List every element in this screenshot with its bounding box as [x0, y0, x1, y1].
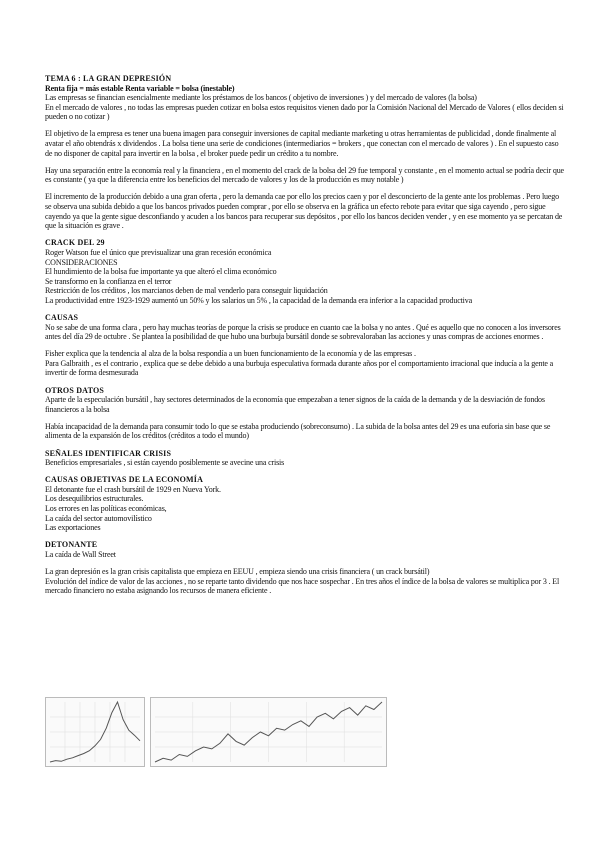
- list-item: Las exportaciones: [45, 523, 101, 533]
- page-title: TEMA 6 : LA GRAN DEPRESIÓN: [45, 74, 172, 83]
- senales-paragraph: Beneficios empresariales , si están cayendo posiblemente se avecine una crisis: [45, 458, 285, 468]
- document-page: [45, 72, 565, 596]
- otros-paragraph: Aparte de la especulación bursátil , hay sectores determinados de la economía que empezaban a tener signos de la caída de la demanda y de la desviación de fondos financieros a la bolsa: [45, 395, 545, 414]
- detonante-paragraph: Evolución del índice de valor de las acciones , no se reparte tanto dividendo que nos hace sospechar . En tres años el índice de la bolsa de valores se multiplica por 3 . El mercado financiero no estaba asignando los recursos de manera eficiente .: [45, 576, 560, 596]
- section-heading-causas: CAUSAS: [45, 312, 79, 322]
- intro-paragraph: El incremento de la producción debido a una gran oferta , pero la demanda cae por ello los precios caen y por el desconcierto de la gente ante los problemas . Pero luego se observa una subida debido a que los bancos privados pueden comprar , por ello se observa en la gráfica un efecto rebote para evitar que siga cayendo , pero sigue cayendo ya que la gente sigue desconfiando y acuden a los bancos para recuperar sus depósitos , por ello los bancos deciden vender , y en ese momento ya se percatan de que la situación es grave .: [45, 192, 563, 231]
- section-heading-otros: OTROS DATOS: [45, 385, 105, 395]
- intro-paragraph: El objetivo de la empresa es tener una buena imagen para conseguir inversiones de capital mediante marketing u otras herramientas de publicidad , donde finalmente al avatar el año obtendrás x dividendos . La bolsa tiene una serie de condiciones (intermediarios = brokers , que conectan con el mercado de valores ) . En el supuesto caso de no disponer de capital para invertir en la bolsa , el broker puede pedir un crédito a tu nombre.: [45, 129, 559, 158]
- list-item: La caída del sector automovilístico: [45, 513, 152, 523]
- stock-index-chart-1: [45, 697, 145, 767]
- causas-paragraph: Fisher explica que la tendencia al alza de la bolsa respondía a un buen funcionamiento de la economía y de las empresas .: [45, 349, 416, 359]
- page-subtitle: Renta fija = más estable Renta variable = bolsa (inestable): [45, 83, 235, 93]
- list-item: Los errores en las políticas económicas,: [45, 503, 167, 513]
- section-heading-detonante: DETONANTE: [45, 540, 98, 550]
- detonante-paragraph: La gran depresión es la gran crisis capitalista que empieza en EEUU , empieza siendo una crisis financiera ( un crack bursátil): [45, 566, 430, 576]
- crack-line: Roger Watson fue el único que previsualizar una gran recesión económica: [45, 247, 272, 257]
- list-item: El hundimiento de la bolsa fue importante ya que alteró el clima económico: [45, 267, 277, 277]
- considerations-label: CONSIDERACIONES: [45, 257, 118, 267]
- stock-index-chart-2: [150, 697, 387, 767]
- causas-paragraph: No se sabe de una forma clara , pero hay muchas teorías de porque la crisis se produce en cuanto cae la bolsa y no antes . Qué es aquello que no conocen a los inversores antes del día 29 de octubre . Se plantea la posibilidad de que hubo una burbuja bursátil donde se sobrevaloraban las acciones y unas compras de acciones enormes .: [45, 322, 561, 342]
- list-item: El detonante fue el crash bursátil de 1929 en Nueva York.: [45, 484, 221, 494]
- detonante-line: La caída de Wall Street: [45, 549, 116, 559]
- otros-paragraph: Había incapacidad de la demanda para consumir todo lo que se estaba produciendo (sobreconsumo) . La subida de la bolsa antes del 29 es una euforia sin base que se alimenta de la expansión de los créditos (créditos a todo el mundo): [45, 421, 551, 441]
- chart-canvas: [151, 698, 386, 766]
- section-heading-objetivas: CAUSAS OBJETIVAS DE LA ECONOMÍA: [45, 475, 204, 485]
- intro-paragraph: En el mercado de valores , no todas las empresas pueden cotizar en bolsa estos requisitos vienen dado por la Comisión Nacional del Mercado de Valores ( ellos deciden si pueden o no cotizar ): [45, 102, 564, 122]
- intro-paragraph: Hay una separación entre la economía real y la financiera , en el momento del crack de la bolsa del 29 fue temporal y constante , en el momento actual se podría decir que es constante ( ya que la diferencia entre los beneficios del mercado de valores y los de la producción es muy notable ): [45, 165, 564, 185]
- list-item: La productividad entre 1923-1929 aumentó un 50% y los salarios un 5% , la capacidad de la demanda era inferior a la capacidad productiva: [45, 295, 472, 305]
- chart-canvas: [46, 698, 144, 766]
- section-heading-crack: CRACK DEL 29: [45, 238, 105, 248]
- causas-paragraph: Para Galbraith , es el contrario , explica que se debe debido a una burbuja especulativa formada durante años por el comportamiento irracional que inducía a la gente a invertir de forma desmesurada: [45, 358, 554, 378]
- list-item: Restricción de los créditos , los marcianos deben de mal venderlo para conseguir liquidación: [45, 286, 328, 296]
- section-heading-senales: SEÑALES IDENTIFICAR CRISIS: [45, 448, 172, 458]
- list-item: Se transformo en la confianza en el terror: [45, 276, 172, 286]
- intro-paragraph: Las empresas se financian esencialmente mediante los préstamos de los bancos ( objetivo de inversiones ) y del mercado de valores (la bolsa): [45, 93, 477, 103]
- list-item: Los desequilibrios estructurales.: [45, 494, 144, 504]
